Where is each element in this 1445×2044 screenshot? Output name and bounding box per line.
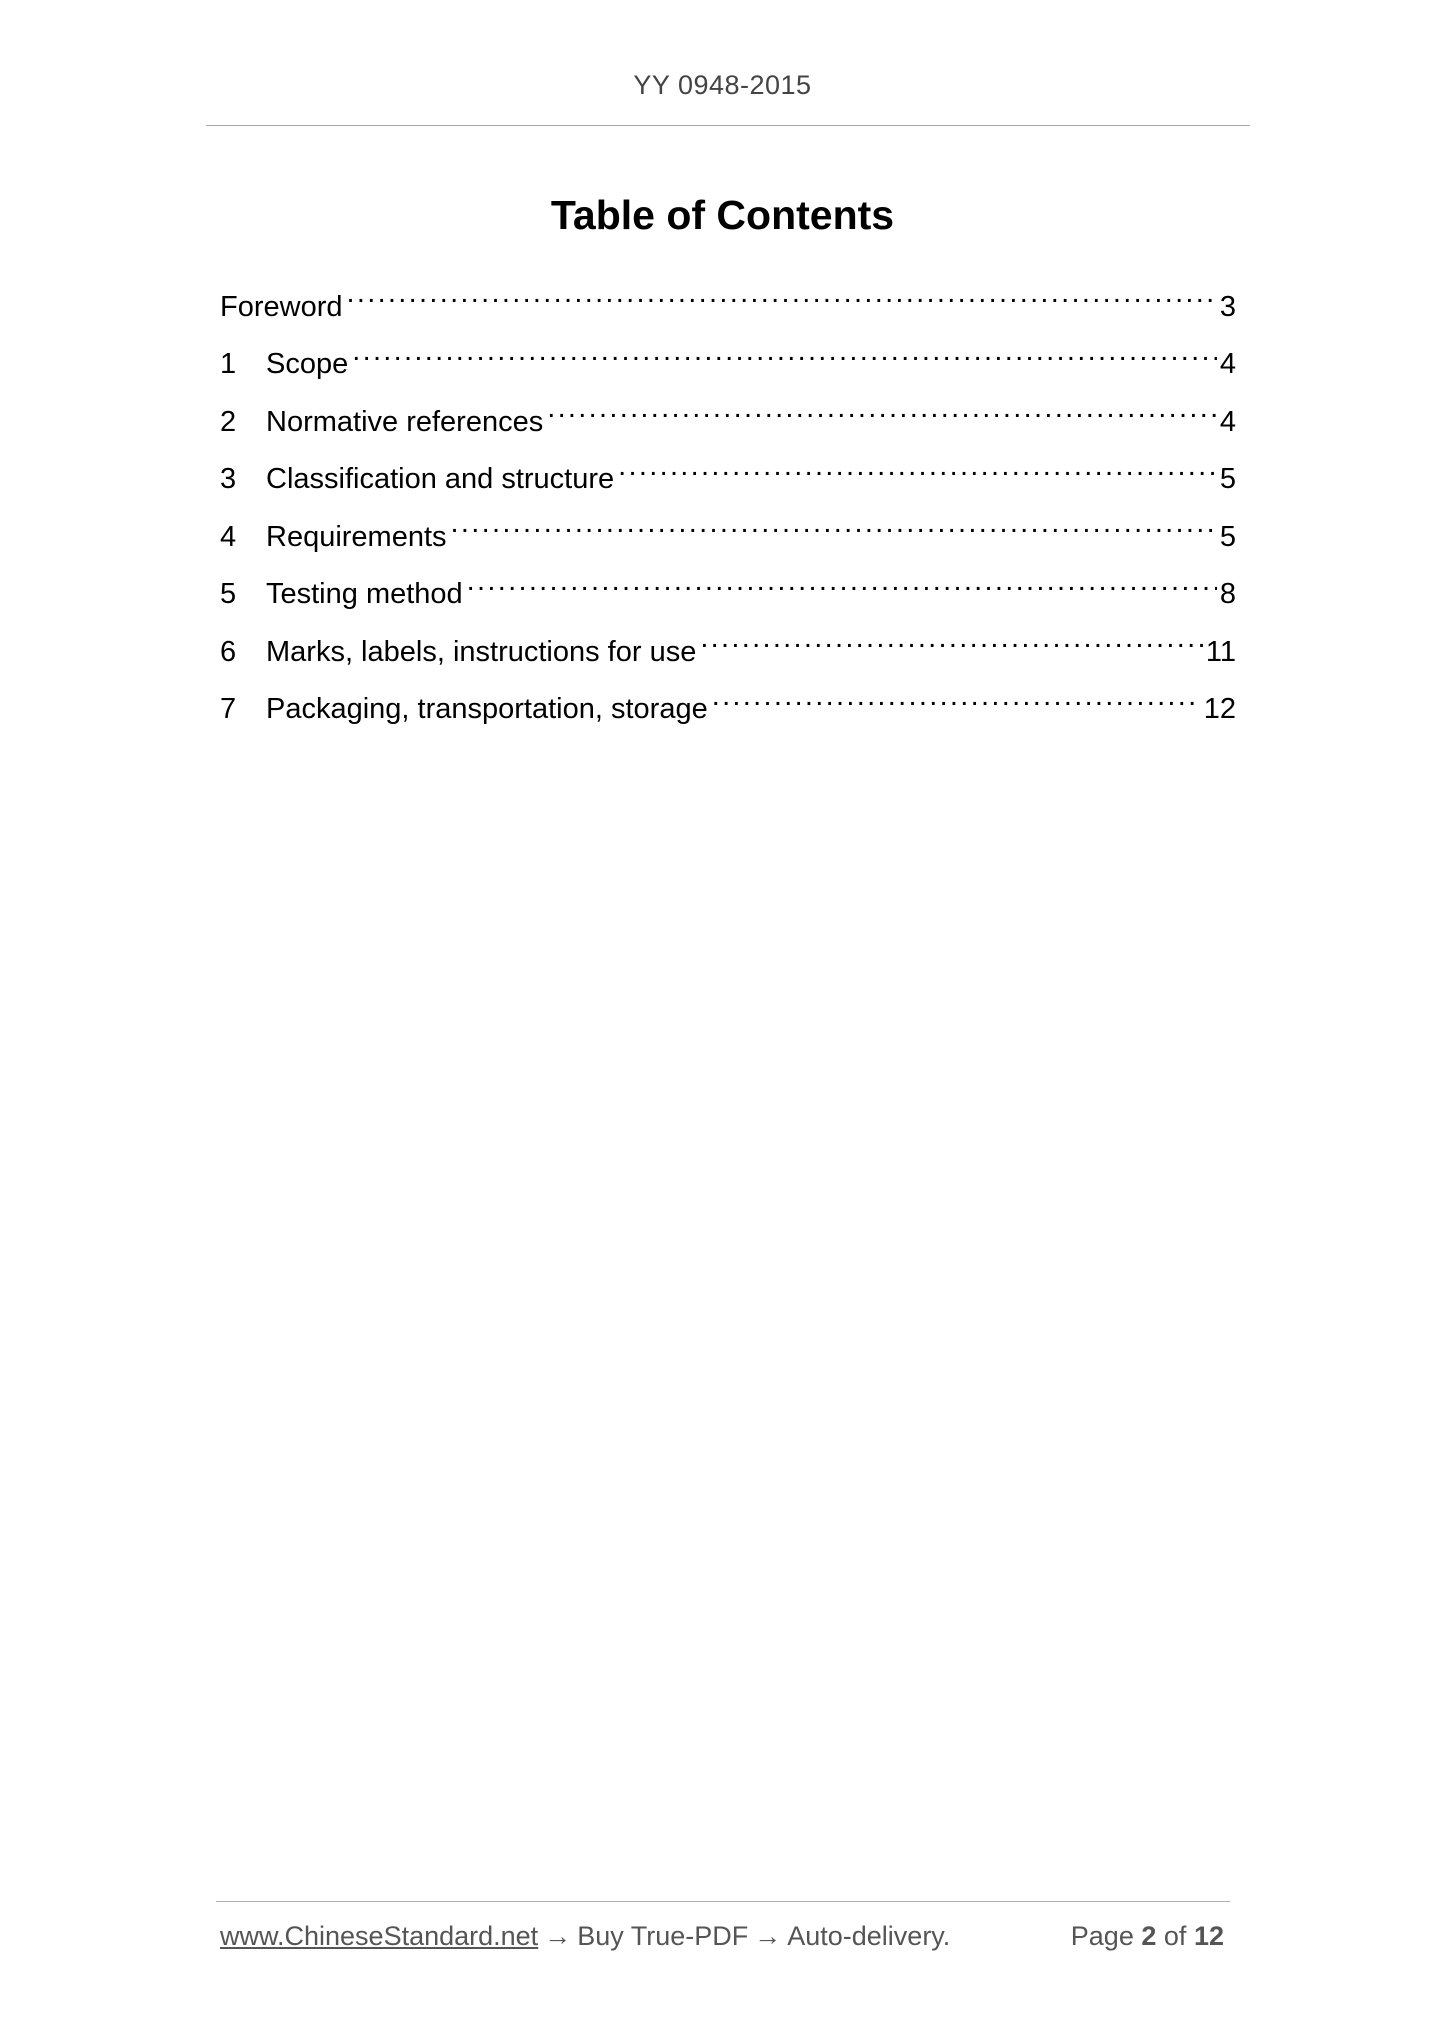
toc-dot-leader — [547, 396, 1217, 431]
toc-entry-number: 6 — [220, 635, 237, 668]
page-number — [1071, 1921, 1224, 1952]
document-code-header: YY 0948-2015 — [633, 70, 812, 100]
toc-dot-leader — [352, 339, 1217, 374]
toc-title: Table of Contents — [550, 192, 895, 238]
toc-entry-requirements[interactable] — [220, 511, 1236, 569]
page-current: 2 — [1141, 1921, 1157, 1951]
toc-entry-number: 2 — [220, 405, 237, 438]
toc-entry-number: 3 — [220, 463, 237, 496]
toc-entry-label: Normative references — [266, 405, 544, 438]
toc-entry-page: 5 — [1219, 463, 1236, 496]
toc-entry-page: 8 — [1219, 578, 1236, 611]
arrow-right-icon: → — [544, 1921, 572, 1951]
toc-entry-number: 4 — [220, 520, 237, 553]
header-divider — [206, 125, 1250, 126]
toc-dot-leader — [347, 281, 1217, 316]
toc-entry-classification[interactable] — [220, 454, 1236, 512]
auto-delivery-text: Auto-delivery. — [787, 1921, 951, 1951]
footer-promo — [220, 1921, 950, 1952]
arrow-right-icon: → — [754, 1921, 782, 1951]
toc-entry-page: 4 — [1219, 348, 1236, 381]
toc-entry-marks-labels[interactable] — [220, 626, 1236, 684]
toc-entry-page: 4 — [1219, 405, 1236, 438]
toc-entry-scope[interactable] — [220, 339, 1236, 397]
toc-entry-label: Scope — [266, 348, 349, 381]
toc-entry-label: Packaging, transportation, storage — [266, 693, 708, 726]
toc-entry-packaging[interactable] — [220, 684, 1236, 742]
toc-dot-leader — [700, 626, 1203, 661]
toc-entry-number: 5 — [220, 578, 237, 611]
toc-entry-testing-method[interactable] — [220, 569, 1236, 627]
toc-entry-page: 12 — [1203, 693, 1236, 726]
toc-dot-leader — [467, 569, 1217, 604]
toc-entry-page: 11 — [1205, 635, 1236, 668]
toc-entry-foreword[interactable] — [220, 281, 1236, 339]
toc-entry-label: Classification and structure — [266, 463, 615, 496]
toc-entry-label: Requirements — [266, 520, 447, 553]
footer-divider — [216, 1901, 1230, 1902]
page-total: 12 — [1193, 1921, 1224, 1951]
website-link[interactable]: www.ChineseStandard.net — [220, 1921, 539, 1951]
toc-entry-label: Foreword — [220, 290, 343, 323]
toc-entry-label: Testing method — [266, 578, 463, 611]
toc-dot-leader — [712, 684, 1201, 719]
toc-entry-normative-references[interactable] — [220, 396, 1236, 454]
toc-entry-page: 5 — [1219, 520, 1236, 553]
of-label: of — [1163, 1921, 1187, 1951]
toc-entry-page: 3 — [1219, 290, 1236, 323]
buy-pdf-text: Buy True-PDF — [577, 1921, 749, 1951]
page-label: Page — [1070, 1921, 1134, 1951]
toc-entry-number: 1 — [220, 348, 237, 381]
toc-list — [220, 281, 1236, 741]
toc-dot-leader — [451, 511, 1217, 546]
toc-entry-number: 7 — [220, 693, 237, 726]
toc-dot-leader — [618, 454, 1217, 489]
toc-entry-label: Marks, labels, instructions for use — [266, 635, 697, 668]
